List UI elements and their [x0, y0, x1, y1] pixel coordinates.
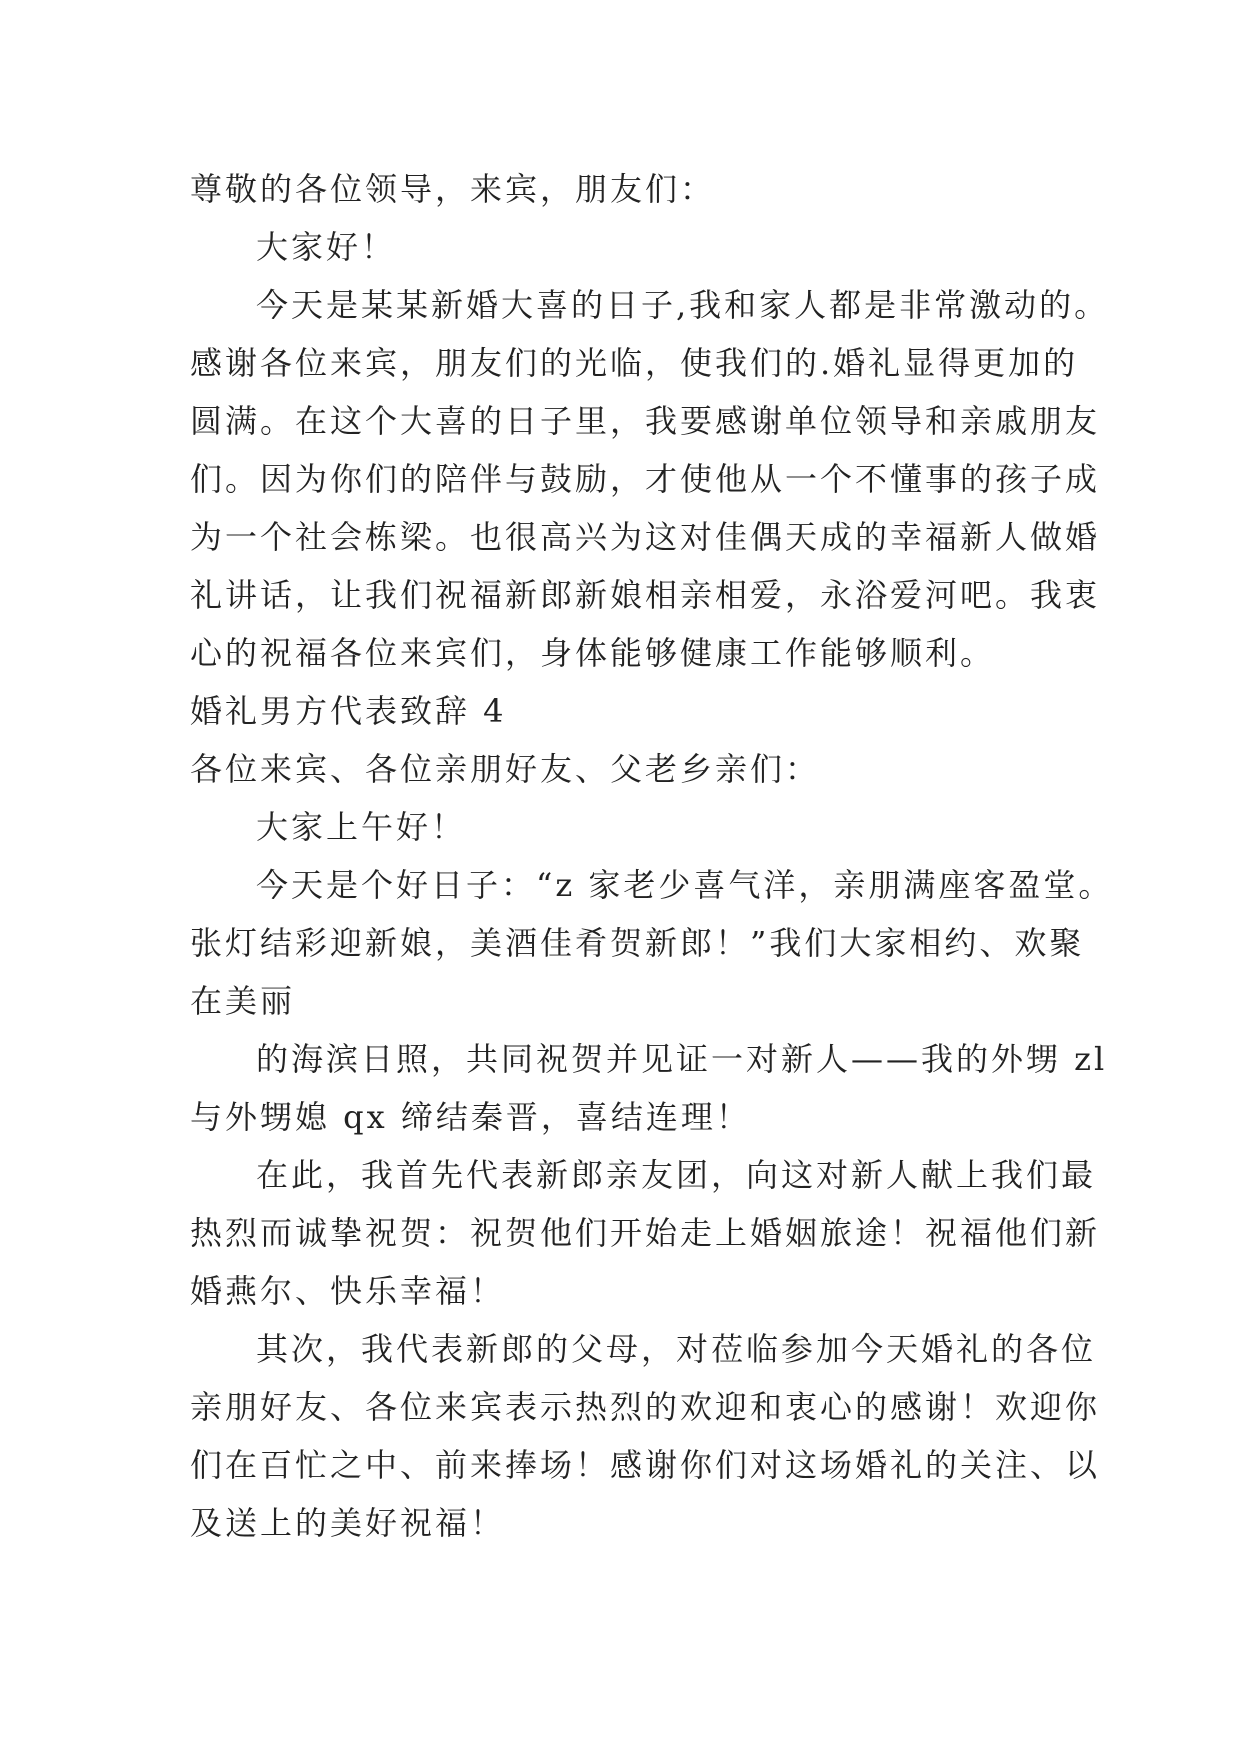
paragraph-line: 圆满。在这个大喜的日子里，我要感谢单位领导和亲戚朋友	[190, 402, 1101, 440]
paragraph-line: 张灯结彩迎新娘，美酒佳肴贺新郎！”我们大家相约、欢聚	[190, 924, 1085, 962]
paragraph-line: 的海滨日照，共同祝贺并见证一对新人——我的外甥 zl	[256, 1040, 1108, 1078]
paragraph-line: 与外甥媳 qx 缔结秦晋，喜结连理！	[190, 1098, 751, 1136]
paragraph-line: 心的祝福各位来宾们，身体能够健康工作能够顺利。	[190, 634, 996, 672]
paragraph-line: 礼讲话，让我们祝福新郎新娘相亲相爱，永浴爱河吧。我衷	[190, 576, 1101, 614]
paragraph-line: 感谢各位来宾，朋友们的光临，使我们的.婚礼显得更加的	[190, 344, 1079, 382]
salutation-line: 各位来宾、各位亲朋好友、父老乡亲们：	[190, 750, 821, 788]
section-heading: 婚礼男方代表致辞 4	[190, 692, 507, 730]
greeting-line: 大家上午好！	[256, 808, 467, 846]
paragraph-line: 今天是某某新婚大喜的日子,我和家人都是非常激动的。	[256, 286, 1110, 324]
paragraph-line: 们。因为你们的陪伴与鼓励，才使他从一个不懂事的孩子成	[190, 460, 1101, 498]
paragraph-line: 在美丽	[190, 982, 296, 1020]
paragraph-line: 婚燕尔、快乐幸福！	[190, 1272, 506, 1310]
paragraph-line: 及送上的美好祝福！	[190, 1504, 506, 1542]
document-body	[190, 160, 1114, 1552]
salutation-line: 尊敬的各位领导，来宾，朋友们：	[190, 170, 716, 208]
paragraph-line: 其次，我代表新郎的父母，对莅临参加今天婚礼的各位	[256, 1330, 1097, 1368]
paragraph-line: 今天是个好日子：“z 家老少喜气洋，亲朋满座客盈堂。	[256, 866, 1114, 904]
paragraph-line: 热烈而诚挚祝贺：祝贺他们开始走上婚姻旅途！祝福他们新	[190, 1214, 1101, 1252]
paragraph-line: 们在百忙之中、前来捧场！感谢你们对这场婚礼的关注、以	[190, 1446, 1101, 1484]
paragraph-line: 在此，我首先代表新郎亲友团，向这对新人献上我们最	[256, 1156, 1097, 1194]
greeting-line: 大家好！	[256, 228, 397, 266]
paragraph-line: 为一个社会栋梁。也很高兴为这对佳偶天成的幸福新人做婚	[190, 518, 1101, 556]
paragraph-line: 亲朋好友、各位来宾表示热烈的欢迎和衷心的感谢！欢迎你	[190, 1388, 1101, 1426]
